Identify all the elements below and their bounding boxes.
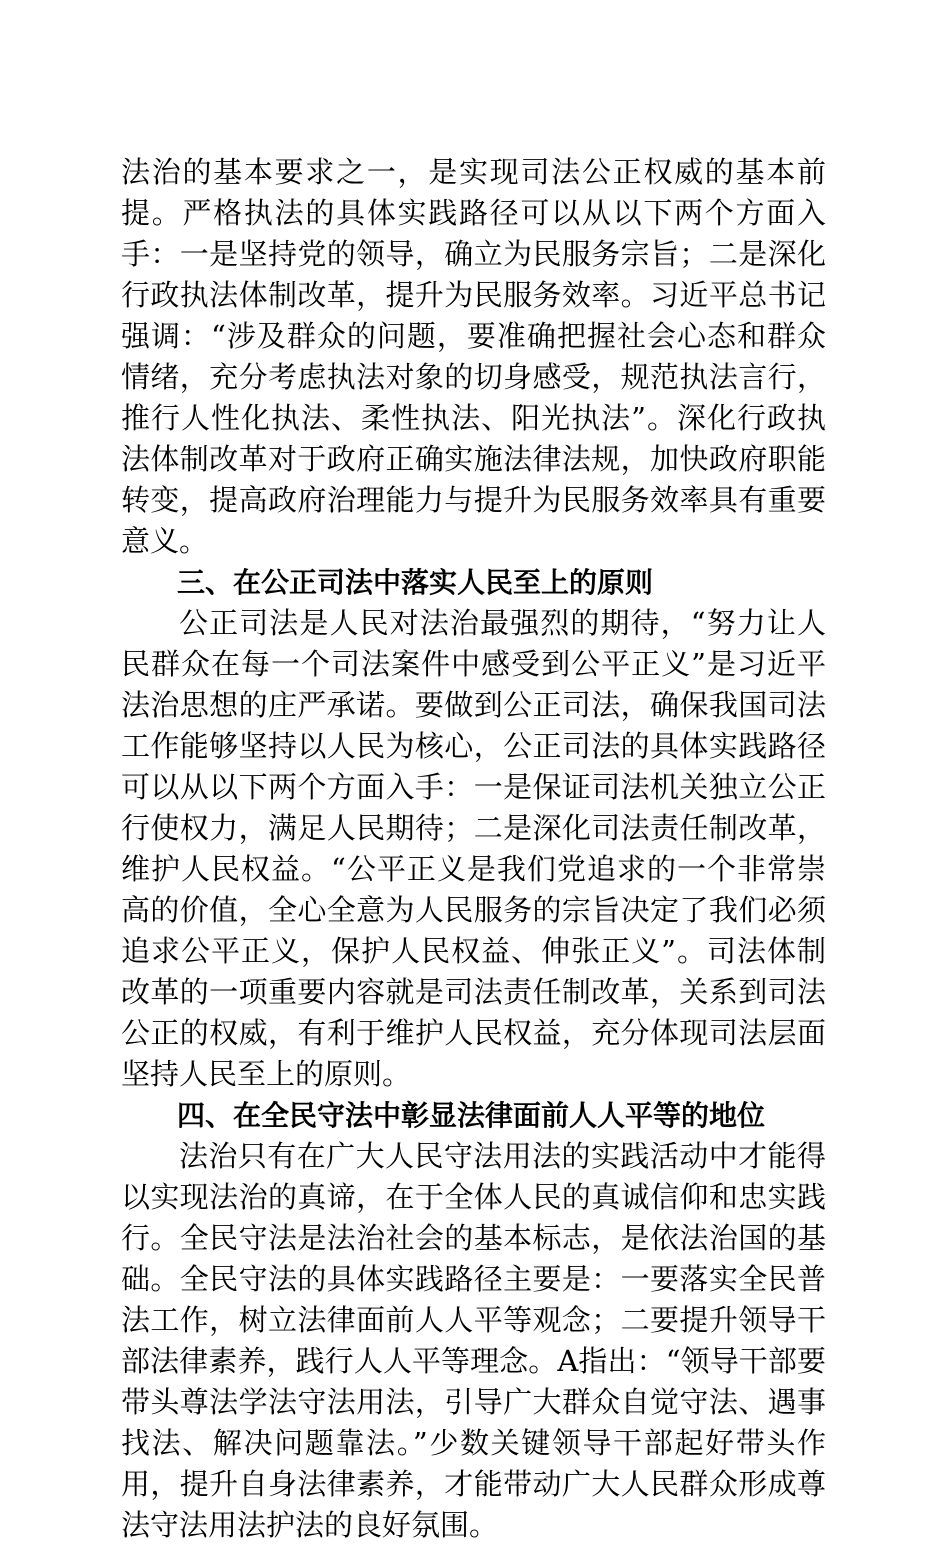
paragraph-continued: 法治的基本要求之一，是实现司法公正权威的基本前提。严格执法的具体实践路径可以从以下两个方面入手：一是坚持党的领导，确立为民服务宗旨；二是深化行政执法体制改革，提升为民服务效率。习近平总书记强调：“涉及群众的问题，要准确把握社会心态和群众情绪，充分考虑执法对象的切身感受，规范执法言行，推行人性化执法、柔性执法、阳光执法”。深化行政执法体制改革对于政府正确实施法律法规，加快政府职能转变，提高政府治理能力与提升为民服务效率具有重要意义。 — [121, 155, 826, 558]
section-3-heading: 三、在公正司法中落实人民至上的原则 — [177, 566, 654, 599]
section-4-paragraph: 法治只有在广大人民守法用法的实践活动中才能得以实现法治的真谛，在于全体人民的真诚信仰和忠实践行。全民守法是法治社会的基本标志，是依法治国的基础。全民守法的具体实践路径主要是：一要落实全民普法工作，树立法律面前人人平等观念；二要提升领导干部法律素养，践行人人平等理念。A指出：“领导干部要带头尊法学法守法用法，引导广大群众自觉守法、遇事找法、解决问题靠法。”少数关键领导干部起好带头作用，提升自身法律素养，才能带动广大人民群众形成尊法守法用法护法的良好氛围。 — [121, 1139, 826, 1542]
document-body — [121, 152, 826, 1546]
section-4-heading: 四、在全民守法中彰显法律面前人人平等的地位 — [177, 1099, 766, 1132]
section-3-paragraph: 公正司法是人民对法治最强烈的期待，“努力让人民群众在每一个司法案件中感受到公平正义”是习近平法治思想的庄严承诺。要做到公正司法，确保我国司法工作能够坚持以人民为核心，公正司法的具体实践路径可以从以下两个方面入手：一是保证司法机关独立公正行使权力，满足人民期待；二是深化司法责任制改革，维护人民权益。“公平正义是我们党追求的一个非常崇高的价值，全心全意为人民服务的宗旨决定了我们必须追求公平正义，保护人民权益、伸张正义”。司法体制改革的一项重要内容就是司法责任制改革，关系到司法公正的权威，有利于维护人民权益，充分体现司法层面坚持人民至上的原则。 — [121, 606, 826, 1091]
